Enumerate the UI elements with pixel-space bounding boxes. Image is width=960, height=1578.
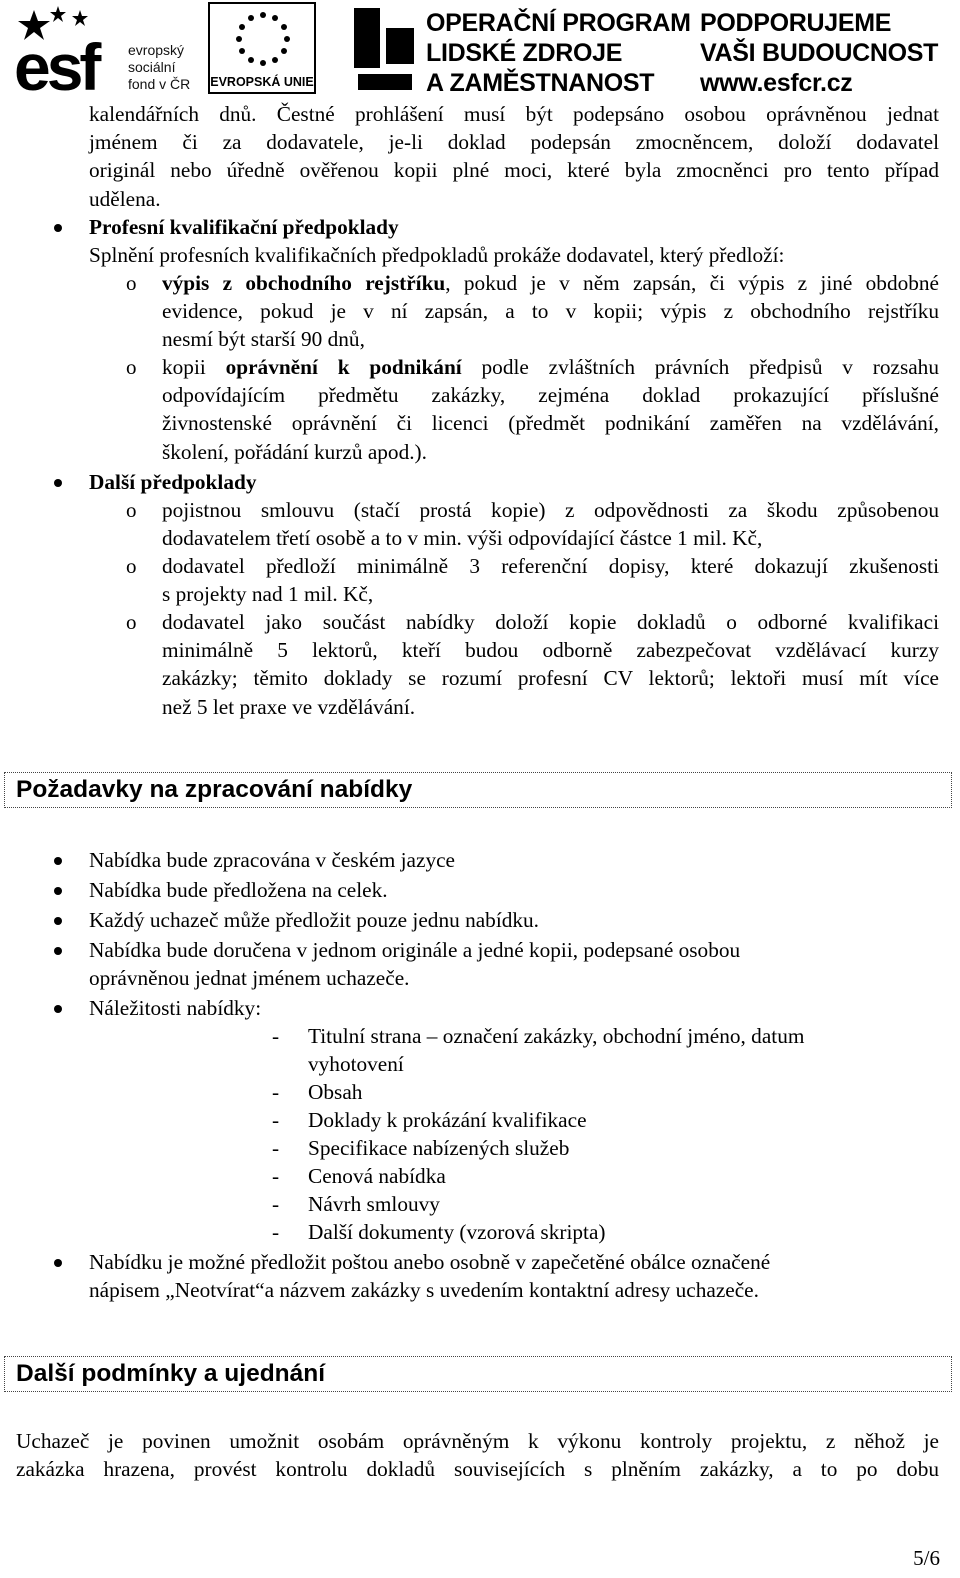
- section-title: Další podmínky a ujednání: [16, 1360, 326, 1387]
- program-name: OPERAČNÍ PROGRAM LIDSKÉ ZDROJE A ZAMĚSTNANOST: [426, 9, 691, 97]
- bullet-dot: [54, 947, 62, 955]
- other-item-lecturers: dodavatel jako součást nabídky doloží kopie dokladů o odborné kvalifikaci minimálně 5 lektorů, kteří budou odborně zabezpečovat vzdělávací kurzy zakázky; těmito doklady se rozumí profesní CV lektorů; lektoři musí mít více než 5 let praxe ve vzdělávání.: [162, 610, 939, 719]
- prof-item-license: kopii oprávnění k podnikání podle zvláštních právních předpisů v rozsahu odpovídajícím předmětu zakázky, zejména doklad prokazující příslušné živnostenské oprávnění či licenci (předmět podnikání zaměřen na vzdělávání, školení, pořádání kurzů apod.).: [162, 355, 939, 464]
- slogan: PODPORUJEME VAŠI BUDOUCNOST www.esfcr.cz: [700, 9, 939, 97]
- list-marker: o: [126, 498, 137, 522]
- offer-submission: Nabídku je možné předložit poštou anebo osobně v zapečetěné obálce označené nápisem „Neotvírat“a názvem zakázky s uvedením kontaktní adresy uchazeče.: [89, 1250, 771, 1303]
- dash-marker: -: [272, 1024, 280, 1048]
- oplz-emblem-icon: [352, 4, 418, 94]
- list-marker: o: [126, 554, 137, 578]
- eu-logo: [208, 2, 316, 94]
- dash-item: Obsah: [308, 1080, 363, 1104]
- intro-paragraph: kalendářních dnů. Čestné prohlášení musí být podepsáno osobou oprávněnou jednat jménem či za dodavatele, je-li doklad podepsán zmocněncem, doloží dodavatel originál nebo úředně ověřenou kopii plné moci, které byla zmocněnci pro tento případ udělena.: [89, 102, 939, 211]
- bullet-dot: [54, 917, 62, 925]
- offer-whole: Nabídka bude předložena na celek.: [89, 878, 388, 902]
- section-heading-offer-requirements: [4, 772, 952, 808]
- section-title: Požadavky na zpracování nabídky: [16, 776, 413, 803]
- dash-item: Doklady k prokázání kvalifikace: [308, 1108, 587, 1132]
- other-item-references: dodavatel předloží minimálně 3 referenční dopisy, které dokazují zkušenosti s projekty nad 1 mil. Kč,: [162, 554, 939, 607]
- offer-one-per-bidder: Každý uchazeč může předložit pouze jednu nabídku.: [89, 908, 540, 932]
- prof-title: Profesní kvalifikační předpoklady: [89, 215, 399, 239]
- header-logo-bar: [0, 0, 960, 98]
- other-conditions-paragraph: Uchazeč je povinen umožnit osobám oprávněným k výkonu kontroly projektu, z něhož je zakázka hrazena, provést kontrolu dokladů souvisejících s plněním zakázky, a to po dobu: [16, 1429, 939, 1482]
- esf-logo-icon: [14, 4, 124, 94]
- list-marker: o: [126, 271, 137, 295]
- dash-marker: -: [272, 1080, 280, 1104]
- bullet-dot: [54, 1259, 62, 1267]
- eu-stars-icon: [224, 10, 302, 68]
- other-title: Další předpoklady: [89, 470, 257, 494]
- dash-item: Specifikace nabízených služeb: [308, 1136, 570, 1160]
- dash-marker: -: [272, 1136, 280, 1160]
- eu-label: EVROPSKÁ UNIE: [210, 75, 314, 89]
- dash-marker: -: [272, 1164, 280, 1188]
- bullet-dot: [54, 857, 62, 865]
- dash-item: Titulní strana – označení zakázky, obchodní jméno, datum vyhotovení: [308, 1024, 805, 1077]
- bullet-dot: [54, 224, 62, 232]
- bullet-dot: [54, 887, 62, 895]
- dash-item: Cenová nabídka: [308, 1164, 446, 1188]
- dash-marker: -: [272, 1108, 280, 1132]
- list-marker: o: [126, 610, 137, 634]
- offer-language: Nabídka bude zpracována v českém jazyce: [89, 848, 455, 872]
- esf-org-name: evropský sociální fond v ČR: [128, 42, 191, 92]
- list-marker: o: [126, 355, 137, 379]
- svg-text:esf: esf: [14, 30, 98, 94]
- section-heading-other-conditions: [4, 1356, 952, 1392]
- dash-marker: -: [272, 1220, 280, 1244]
- dash-item: Další dokumenty (vzorová skripta): [308, 1220, 606, 1244]
- bullet-dot: [54, 1005, 62, 1013]
- page-number: 5/6: [913, 1546, 940, 1570]
- dash-item: Návrh smlouvy: [308, 1192, 440, 1216]
- offer-contents-title: Náležitosti nabídky:: [89, 996, 262, 1020]
- bullet-dot: [54, 479, 62, 487]
- dash-marker: -: [272, 1192, 280, 1216]
- prof-lead: Splnění profesních kvalifikačních předpokladů prokáže dodavatel, který předloží:: [89, 243, 785, 267]
- offer-delivery: Nabídka bude doručena v jednom originále a jedné kopii, podepsané osobou oprávněnou jednat jménem uchazeče.: [89, 938, 741, 991]
- other-item-insurance: pojistnou smlouvu (stačí prostá kopie) z odpovědnosti za škodu způsobenou dodavatelem třetí osobě a to v min. výši odpovídající částce 1 mil. Kč,: [162, 498, 939, 551]
- prof-item-register: výpis z obchodního rejstříku, pokud je v něm zapsán, či výpis z jiné obdobné evidence, pokud je v ní zapsán, a to v kopii; výpis z obchodního rejstříku nesmí být starší 90 dnů,: [162, 271, 940, 352]
